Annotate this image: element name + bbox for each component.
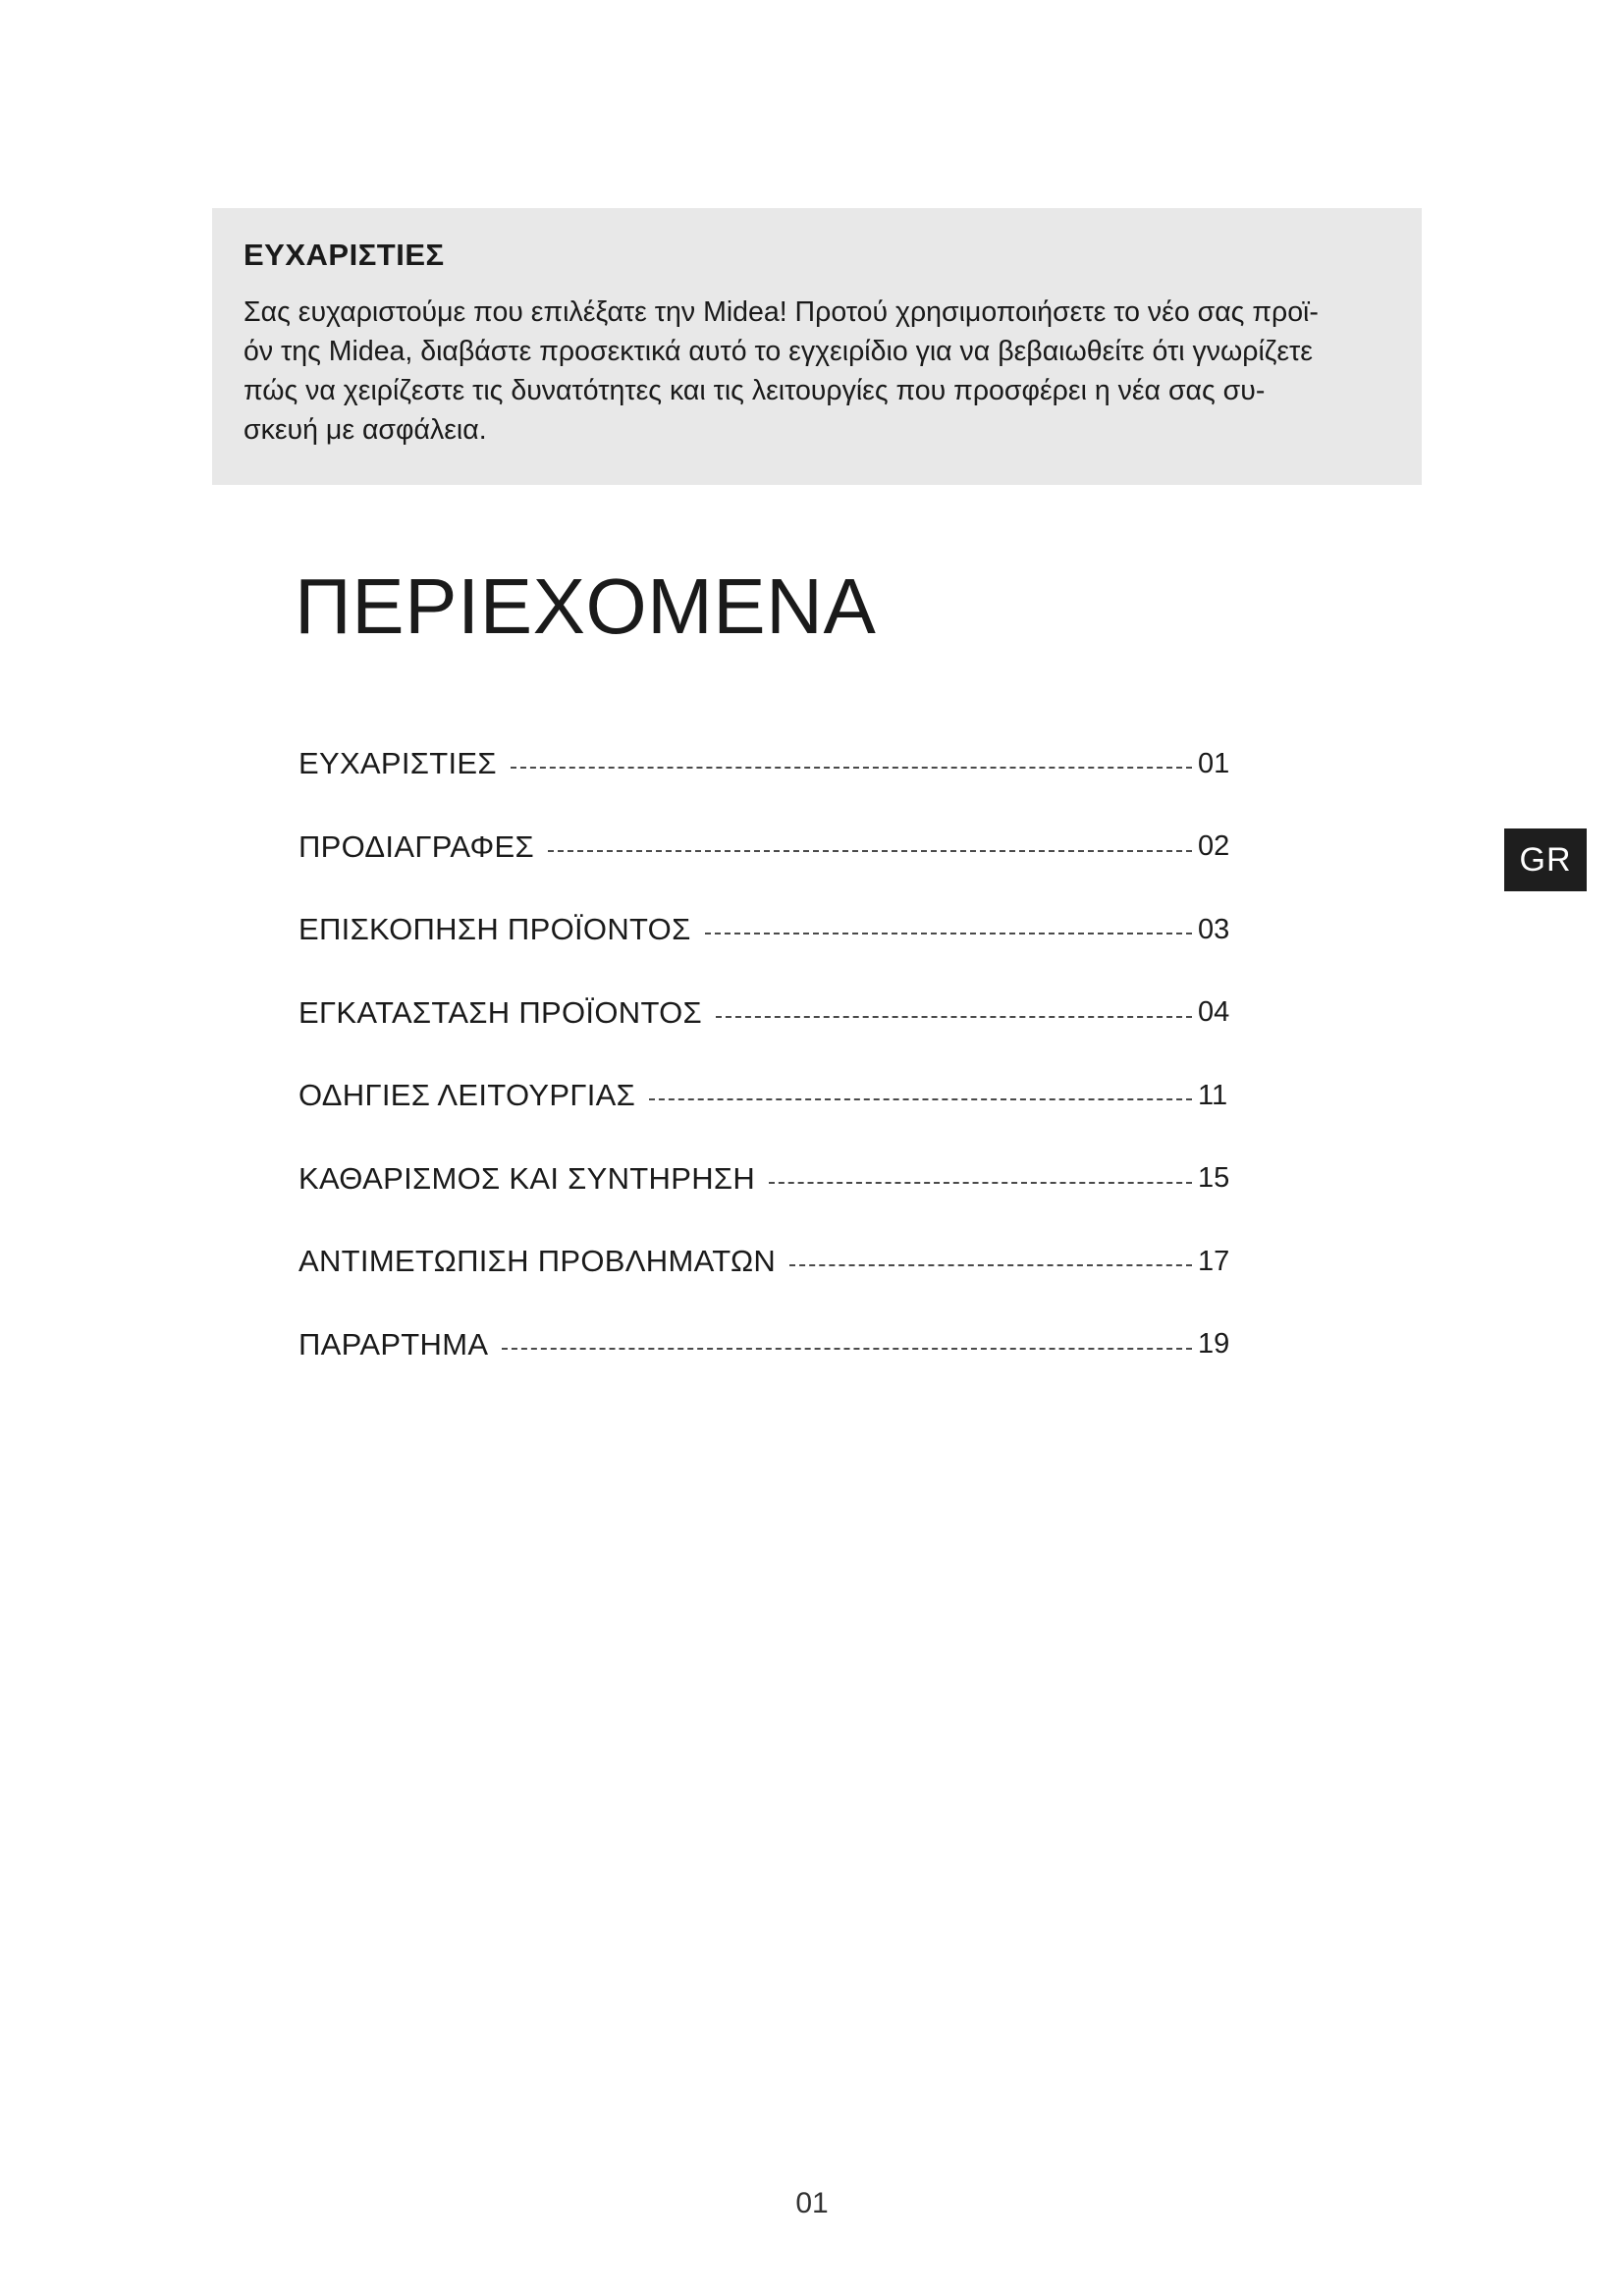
toc-entry-label: ΠΑΡΑΡΤΗΜΑ <box>298 1326 489 1362</box>
thanks-heading: ΕΥΧΑΡΙΣΤΙΕΣ <box>244 238 445 272</box>
language-tab: GR <box>1504 828 1587 891</box>
toc-dotted-leader <box>502 1348 1192 1350</box>
toc-entry-page: 02 <box>1198 830 1230 862</box>
toc-entry-label: ΚΑΘΑΡΙΣΜΟΣ ΚΑΙ ΣΥΝΤΗΡΗΣΗ <box>298 1160 756 1196</box>
toc-entry-operating-instructions[interactable] <box>298 1075 1231 1116</box>
toc-entry-page: 04 <box>1198 996 1230 1028</box>
toc-title: ΠΕΡΙΕΧΟΜΕΝΑ <box>295 562 877 650</box>
toc-entry-page: 11 <box>1198 1079 1228 1111</box>
toc-entry-page: 03 <box>1198 913 1230 945</box>
toc-dotted-leader <box>548 850 1192 852</box>
thanks-section <box>212 208 1422 485</box>
toc-entry-cleaning-maintenance[interactable] <box>298 1158 1231 1200</box>
toc-entry-troubleshooting[interactable] <box>298 1241 1231 1282</box>
toc-entry-page: 15 <box>1198 1162 1230 1194</box>
toc-dotted-leader <box>511 767 1192 769</box>
toc-entry-page: 01 <box>1198 747 1230 779</box>
toc-dotted-leader <box>716 1016 1192 1018</box>
toc-dotted-leader <box>789 1264 1192 1266</box>
toc-entry-label: ΑΝΤΙΜΕΤΩΠΙΣΗ ΠΡΟΒΛΗΜΑΤΩΝ <box>298 1244 777 1278</box>
toc-entry-product-installation[interactable] <box>298 992 1231 1034</box>
thanks-text-line: πώς να χειρίζεστε τις δυνατότητες και τις λειτουργίες που προσφέρει η νέα σας συ- <box>244 375 1266 406</box>
toc-entry-label: ΕΥΧΑΡΙΣΤΙΕΣ <box>298 746 497 780</box>
toc-entry-page: 17 <box>1198 1245 1230 1277</box>
toc-dotted-leader <box>705 933 1192 934</box>
thanks-text-line: Σας ευχαριστούμε που επιλέξατε την Midea! Προτού χρησιμοποιήσετε το νέο σας προϊ- <box>244 296 1319 328</box>
toc-entry-product-overview[interactable] <box>298 909 1231 950</box>
toc-entry-appendix[interactable] <box>298 1324 1231 1365</box>
thanks-text-line: όν της Midea, διαβάστε προσεκτικά αυτό το εγχειρίδιο για να βεβαιωθείτε ότι γνωρίζετε <box>244 336 1314 367</box>
toc-entry-label: ΕΓΚΑΤΑΣΤΑΣΗ ΠΡΟΪΟΝΤΟΣ <box>298 994 702 1030</box>
thanks-text-line: σκευή με ασφάλεια. <box>244 414 487 446</box>
toc-entry-thanks[interactable] <box>298 743 1231 784</box>
toc-dotted-leader <box>769 1182 1192 1184</box>
page-number: 01 <box>795 2187 829 2219</box>
toc-entry-page: 19 <box>1198 1328 1230 1360</box>
toc-entry-label: ΕΠΙΣΚΟΠΗΣΗ ΠΡΟΪΟΝΤΟΣ <box>298 912 691 946</box>
toc-entry-specifications[interactable] <box>298 827 1231 868</box>
toc-entry-label: ΠΡΟΔΙΑΓΡΑΦΕΣ <box>298 828 534 864</box>
toc-dotted-leader <box>649 1098 1192 1100</box>
table-of-contents <box>298 743 1231 1407</box>
toc-entry-label: ΟΔΗΓΙΕΣ ΛΕΙΤΟΥΡΓΙΑΣ <box>298 1078 636 1112</box>
